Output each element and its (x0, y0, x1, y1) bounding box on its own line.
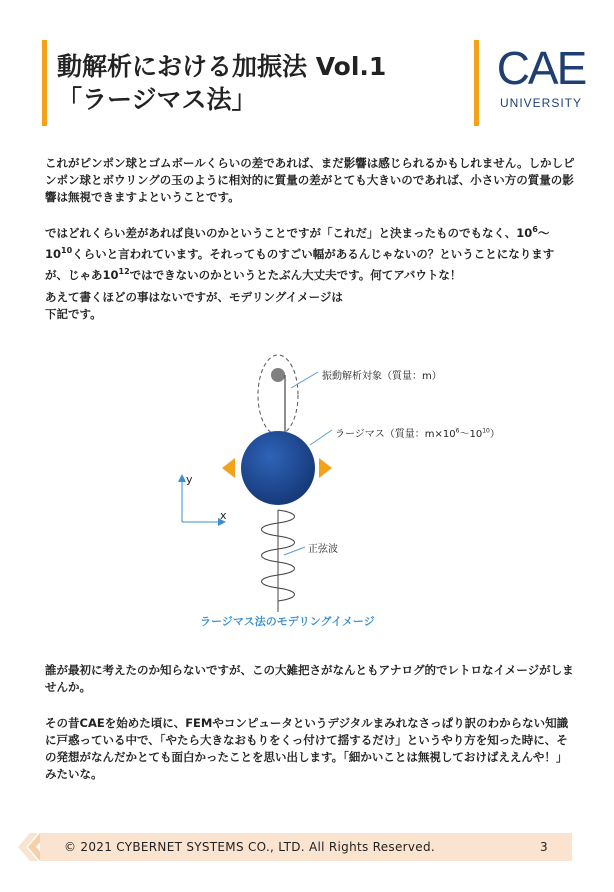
large-mass-circle (241, 431, 315, 505)
paragraph-3-line2: 下記です。 (45, 307, 102, 321)
y-axis-arrowhead (178, 474, 186, 482)
paragraph-2-part-a: ではどれくらい差があれば良いのかということですが「これだ」と決まったものでもなく、10 (45, 225, 533, 240)
leader-large-mass (310, 430, 332, 445)
small-mass-circle (271, 368, 285, 382)
label-axis-x: x (220, 509, 227, 522)
arrow-left-icon (222, 458, 235, 478)
page-title-line1: 動解析における加振法 Vol.1 (57, 52, 387, 81)
cae-university-logo (495, 44, 587, 114)
leader-wave (284, 547, 305, 555)
logo-subtitle: UNIVERSITY (499, 96, 582, 110)
exponent-3: 12 (118, 266, 130, 276)
label-large-mass-b: ～10 (459, 429, 483, 440)
label-vibration-target: 振動解析対象（質量：m） (322, 371, 442, 382)
label-large-mass (335, 425, 500, 440)
title-accent-bar (42, 40, 47, 126)
label-large-mass-sup1: 6 (455, 427, 460, 435)
exponent-1: 6 (532, 225, 538, 234)
figure-caption: ラージマス法のモデリングイメージ (200, 615, 375, 628)
label-large-mass-a: ラージマス（質量：m×10 (335, 429, 456, 440)
target-boundary-ellipse (258, 355, 298, 435)
page-title (57, 50, 457, 116)
page-title-line2: 「ラージマス法」 (57, 85, 257, 114)
paragraph-2-part-d: ではできないのかというとたぶん大丈夫です。何てアバウトな！ (129, 267, 462, 282)
paragraph-3 (45, 289, 575, 323)
label-large-mass-c: ） (489, 429, 500, 440)
exponent-2: 10 (61, 245, 73, 255)
label-sine-wave: 正弦波 (308, 544, 338, 555)
footer-copyright: © 2021 CYBERNET SYSTEMS CO., LTD. All Rights Reserved. (64, 840, 436, 854)
paragraph-1: これがピンポン球とゴムボールくらいの差であれば、まだ影響は感じられるかもしれません。しかしピンポン球とボウリングの玉のように相対的に質量の差がとても大きいのであれば、小さい方の質量の影響は無視できますよということです。 (45, 156, 575, 204)
paragraph-2-part-b: ～10 (45, 225, 550, 261)
label-large-mass-sup2: 10 (482, 427, 490, 435)
large-mass-diagram (160, 350, 500, 640)
footer (0, 833, 614, 861)
logo-accent-bar (474, 40, 479, 126)
leader-target (291, 372, 318, 388)
paragraph-5: その昔CAEを始めた頃に、FEMやコンピュータというデジタルまみれなさっぱり訳のわからない知識に戸惑っている中で、「やたら大きなおもりをくっ付けて揺するだけ」というやり方を知った時に、その発想がなんだかとても面白かったことを思い出します。「細かいことは無視しておけばええんや！」みたいな。 (45, 716, 569, 781)
label-axis-y: y (186, 473, 193, 486)
logo-mark: CAE (496, 42, 586, 94)
page-number: 3 (540, 840, 548, 854)
paragraph-3-line1: あえて書くほどの事はないですが、モデリングイメージは (45, 290, 343, 304)
paragraph-2 (45, 221, 575, 283)
paragraph-2-part-c: くらいと言われています。それってものすごい幅があるんじゃないの？ということになりますが、じゃあ10 (45, 246, 555, 282)
paragraph-4: 誰が最初に考えたのか知らないですが、この大雑把さがなんともアナログ的でレトロなイメージがしませんか。 (45, 663, 574, 694)
arrow-right-icon (319, 458, 332, 478)
